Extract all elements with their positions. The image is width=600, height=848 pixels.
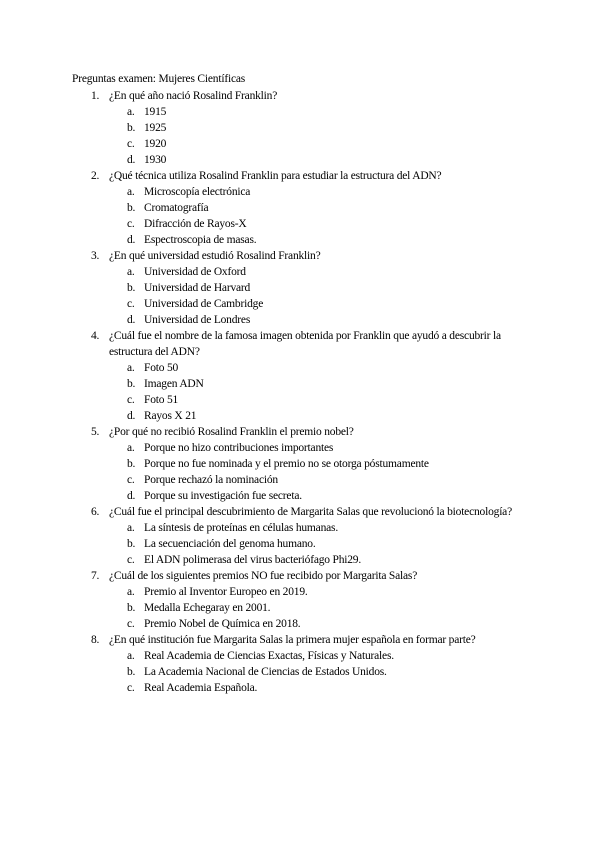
answer-option — [72, 200, 542, 216]
question-text: ¿Por qué no recibió Rosalind Franklin el premio nobel? — [109, 426, 354, 438]
question-number: 6. — [91, 506, 100, 518]
option-text: Real Academia de Ciencias Exactas, Físicas y Naturales. — [144, 650, 394, 662]
answer-option — [72, 472, 542, 488]
question-text: ¿En qué año nació Rosalind Franklin? — [109, 90, 278, 102]
option-letter: a. — [127, 362, 135, 374]
answer-option — [72, 616, 542, 632]
option-text: Real Academia Española. — [144, 682, 258, 694]
option-letter: b. — [127, 666, 136, 678]
option-letter: b. — [127, 282, 136, 294]
option-text: 1915 — [144, 106, 167, 118]
option-letter: b. — [127, 202, 136, 214]
option-text: 1930 — [144, 154, 167, 166]
option-letter: c. — [127, 682, 135, 694]
option-text: 1920 — [144, 138, 167, 150]
option-text: Universidad de Harvard — [144, 282, 251, 294]
answer-option — [72, 232, 542, 248]
option-text: Premio Nobel de Química en 2018. — [144, 618, 301, 630]
option-text: La secuenciación del genoma humano. — [144, 538, 316, 550]
answer-option — [72, 648, 542, 664]
question-text: ¿Cuál fue el principal descubrimiento de Margarita Salas que revolucionó la biotecnología? — [109, 506, 512, 518]
option-text: Universidad de Cambridge — [144, 298, 264, 310]
option-text: Porque no fue nominada y el premio no se otorga póstumamente — [144, 458, 429, 470]
option-text: Porque su investigación fue secreta. — [144, 490, 302, 502]
option-text: Microscopía electrónica — [144, 186, 251, 198]
option-letter: a. — [127, 650, 135, 662]
question-number: 4. — [91, 330, 100, 342]
option-text: Foto 51 — [144, 394, 179, 406]
option-list — [72, 360, 542, 424]
option-list — [72, 520, 542, 568]
answer-option — [72, 600, 542, 616]
option-text: Porque no hizo contribuciones importantes — [144, 442, 334, 454]
option-text: Porque rechazó la nominación — [144, 474, 278, 486]
answer-option — [72, 360, 542, 376]
question-item — [72, 328, 542, 424]
answer-option — [72, 392, 542, 408]
answer-option — [72, 680, 542, 696]
option-list — [72, 440, 542, 504]
option-letter: d. — [127, 490, 136, 502]
option-list — [72, 264, 542, 328]
answer-option — [72, 664, 542, 680]
option-letter: a. — [127, 586, 135, 598]
option-list — [72, 648, 542, 696]
option-letter: b. — [127, 538, 136, 550]
option-letter: c. — [127, 394, 135, 406]
option-text: Imagen ADN — [144, 378, 204, 390]
question-item — [72, 424, 542, 504]
question-item — [72, 248, 542, 328]
question-item — [72, 568, 542, 632]
answer-option — [72, 280, 542, 296]
option-text: Premio al Inventor Europeo en 2019. — [144, 586, 308, 598]
answer-option — [72, 152, 542, 168]
answer-option — [72, 216, 542, 232]
option-text: Difracción de Rayos-X — [144, 218, 247, 230]
answer-option — [72, 184, 542, 200]
option-text: La Academia Nacional de Ciencias de Estados Unidos. — [144, 666, 387, 678]
option-letter: c. — [127, 554, 135, 566]
option-list — [72, 584, 542, 632]
question-item — [72, 632, 542, 696]
option-letter: b. — [127, 378, 136, 390]
question-number: 8. — [91, 634, 100, 646]
option-letter: d. — [127, 314, 136, 326]
option-text: Foto 50 — [144, 362, 179, 374]
option-letter: a. — [127, 266, 135, 278]
option-text: 1925 — [144, 122, 167, 134]
question-text: ¿Qué técnica utiliza Rosalind Franklin para estudiar la estructura del ADN? — [109, 170, 442, 182]
option-letter: d. — [127, 234, 136, 246]
answer-option — [72, 520, 542, 536]
question-number: 3. — [91, 250, 100, 262]
answer-option — [72, 456, 542, 472]
option-letter: d. — [127, 154, 136, 166]
question-text: ¿En qué universidad estudió Rosalind Franklin? — [109, 250, 321, 262]
answer-option — [72, 104, 542, 120]
option-text: Medalla Echegaray en 2001. — [144, 602, 271, 614]
option-text: La síntesis de proteínas en células humanas. — [144, 522, 338, 534]
option-letter: a. — [127, 106, 135, 118]
option-text: Cromatografía — [144, 202, 209, 214]
option-letter: b. — [127, 602, 136, 614]
answer-option — [72, 536, 542, 552]
option-text: El ADN polimerasa del virus bacteriófago Phi29. — [144, 554, 362, 566]
question-item — [72, 504, 542, 568]
option-text: Universidad de Londres — [144, 314, 251, 326]
question-item — [72, 168, 542, 248]
option-list — [72, 104, 542, 168]
option-letter: b. — [127, 458, 136, 470]
option-letter: d. — [127, 410, 136, 422]
option-letter: b. — [127, 122, 136, 134]
question-number: 7. — [91, 570, 100, 582]
option-letter: a. — [127, 442, 135, 454]
answer-option — [72, 264, 542, 280]
question-number: 2. — [91, 170, 100, 182]
option-letter: c. — [127, 618, 135, 630]
question-text: ¿Cuál fue el nombre de la famosa imagen obtenida por Franklin que ayudó a descubrir la estructura del ADN? — [109, 330, 501, 358]
answer-option — [72, 312, 542, 328]
option-letter: a. — [127, 522, 135, 534]
option-text: Rayos X 21 — [144, 410, 197, 422]
question-item — [72, 88, 542, 168]
question-list — [72, 88, 542, 696]
answer-option — [72, 584, 542, 600]
question-text: ¿Cuál de los siguientes premios NO fue recibido por Margarita Salas? — [109, 570, 418, 582]
option-letter: c. — [127, 298, 135, 310]
option-list — [72, 184, 542, 248]
option-letter: c. — [127, 474, 135, 486]
answer-option — [72, 440, 542, 456]
answer-option — [72, 136, 542, 152]
page-title: Preguntas examen: Mujeres Científicas — [72, 73, 246, 85]
option-text: Universidad de Oxford — [144, 266, 246, 278]
answer-option — [72, 408, 542, 424]
option-letter: a. — [127, 186, 135, 198]
option-letter: c. — [127, 138, 135, 150]
answer-option — [72, 120, 542, 136]
answer-option — [72, 296, 542, 312]
question-text: ¿En qué institución fue Margarita Salas la primera mujer española en formar parte? — [109, 634, 476, 646]
option-text: Espectroscopia de masas. — [144, 234, 257, 246]
question-number: 5. — [91, 426, 100, 438]
answer-option — [72, 376, 542, 392]
option-letter: c. — [127, 218, 135, 230]
answer-option — [72, 488, 542, 504]
question-number: 1. — [91, 90, 100, 102]
answer-option — [72, 552, 542, 568]
